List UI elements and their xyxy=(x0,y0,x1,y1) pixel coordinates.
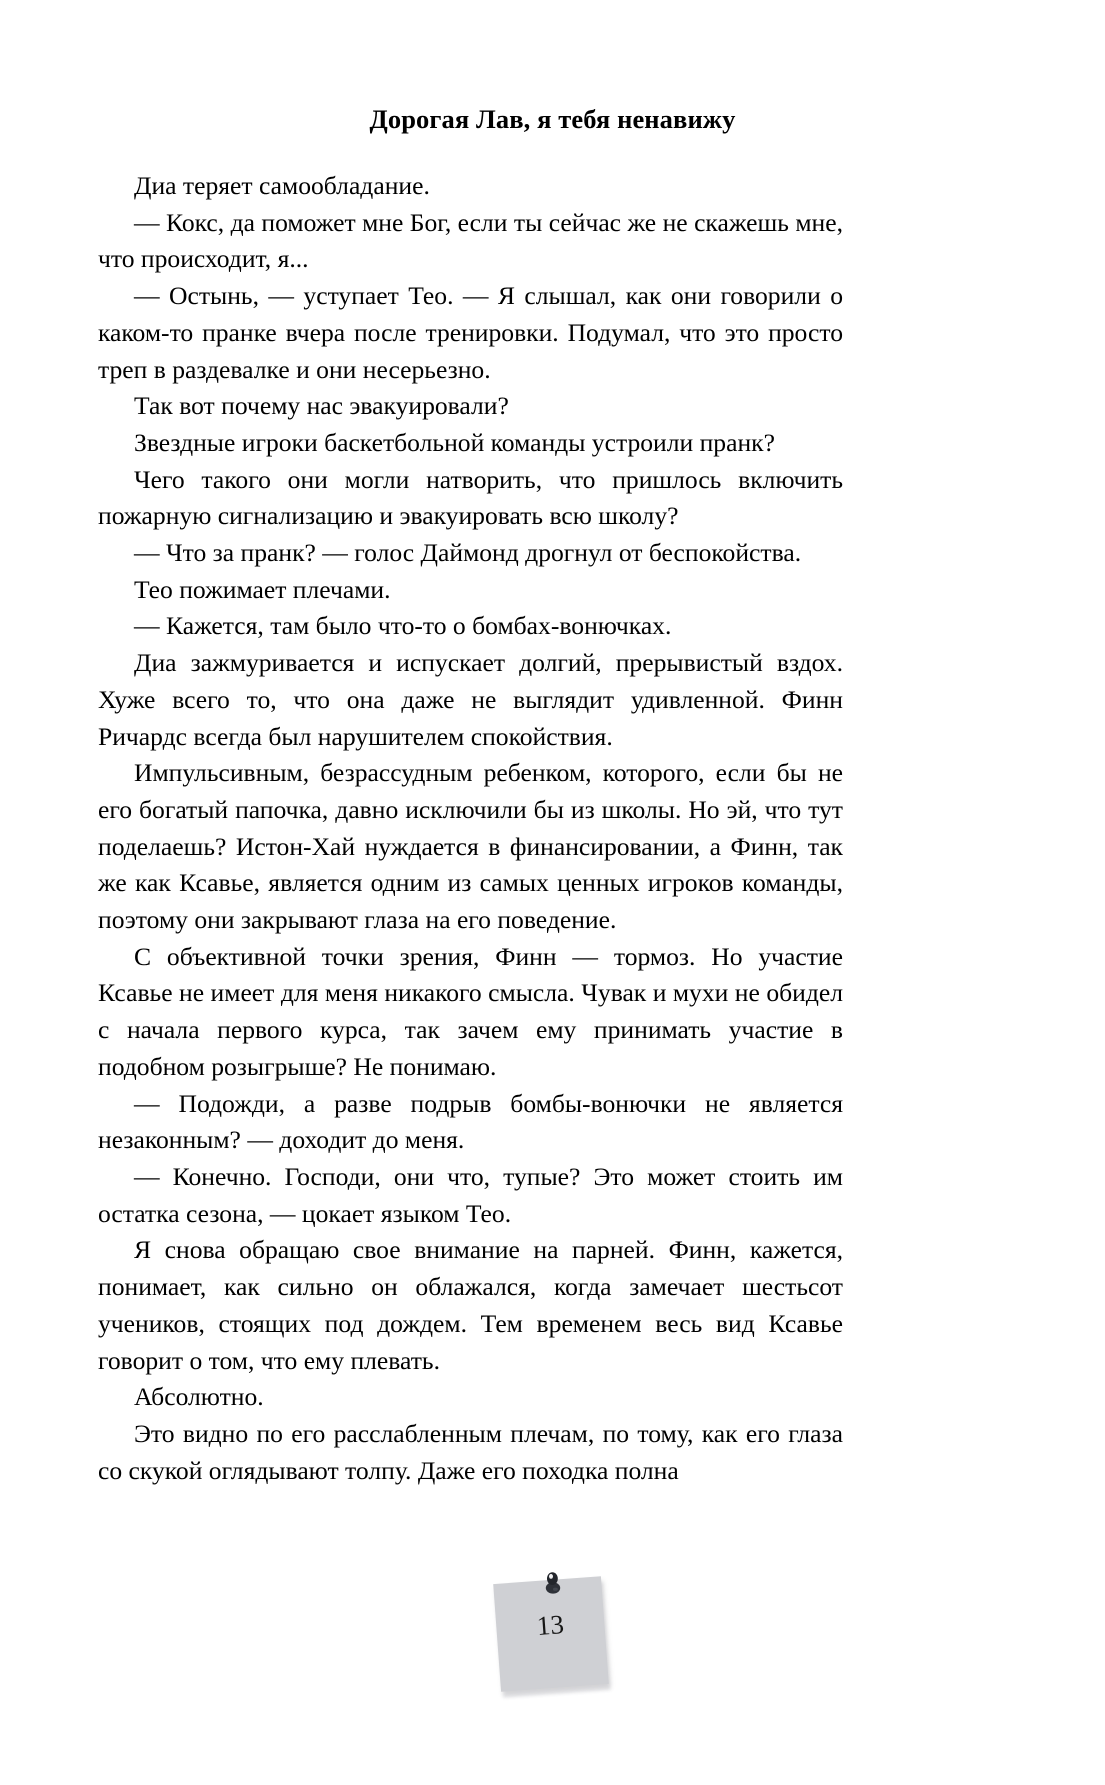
page-number: 13 xyxy=(535,1609,565,1641)
paragraph: Чего такого они могли натворить, что пришлось включить пожарную сигнализацию и эвакуировать всю школу? xyxy=(98,464,843,531)
paragraph: Диа зажмуривается и испускает долгий, прерывистый вздох. Хуже всего то, что она даже не выглядит удивленной. Финн Ричардс всегда был нарушителем спокойствия. xyxy=(98,648,843,751)
paragraph: — Кажется, там было что-то о бомбах-вонючках. xyxy=(134,611,672,641)
paragraph: Так вот почему нас эвакуировали? xyxy=(134,391,509,421)
paragraph: Это видно по его расслабленным плечам, по тому, как его глаза со скукой оглядывают толпу. Даже его походка полна xyxy=(98,1418,843,1485)
paragraph: Импульсивным, безрассудным ребенком, которого, если бы не его богатый папочка, давно исключили бы из школы. Но эй, что тут поделаешь? Истон-Хай нуждается в финансировании, а Финн, так же как Ксавье, является одним из самых ценных игроков команды, поэтому они закрывают глаза на его поведение. xyxy=(98,758,843,935)
paragraph: Звездные игроки баскетбольной команды устроили пранк? xyxy=(134,427,775,457)
paragraph: — Конечно. Господи, они что, тупые? Это может стоить им остатка сезона, — цокает языком Тео. xyxy=(98,1161,843,1228)
running-head: Дорогая Лав, я тебя ненавижу xyxy=(369,104,736,134)
body-text-block xyxy=(98,168,843,1489)
paragraph: — Кокс, да поможет мне Бог, если ты сейчас же не скажешь мне, что происходит, я... xyxy=(98,207,843,274)
paragraph: Я снова обращаю свое внимание на парней. Финн, кажется, понимает, как сильно он облажался, когда замечает шестьсот учеников, стоящих под дождем. Тем временем весь вид Ксавье говорит о том, что ему плевать. xyxy=(98,1235,843,1375)
sticky-note-wrap xyxy=(497,1580,609,1692)
paragraph: Диа теряет самообладание. xyxy=(134,171,430,200)
paragraph: Тео пожимает плечами. xyxy=(134,574,391,604)
paragraph: — Что за пранк? — голос Даймонд дрогнул от беспокойства. xyxy=(134,538,802,568)
paragraph: С объективной точки зрения, Финн — тормоз. Но участие Ксавье не имеет для меня никакого смысла. Чувак и мухи не обидел с начала первого курса, так зачем ему принимать участие в подобном розыгрыше? Не понимаю. xyxy=(98,941,843,1081)
pushpin-icon xyxy=(542,1570,564,1596)
paragraph: — Остынь, — уступает Тео. — Я слышал, как они говорили о каком-то пранке вчера после тренировки. Подумал, что это просто треп в раздевалке и они несерьезно. xyxy=(98,281,843,384)
paragraph: — Подожди, а разве подрыв бомбы-вонючки не является незаконным? — доходит до меня. xyxy=(98,1088,843,1155)
paragraph-emphasis: Абсолютно. xyxy=(134,1382,264,1412)
page-number-sticky-note xyxy=(0,1568,1105,1738)
